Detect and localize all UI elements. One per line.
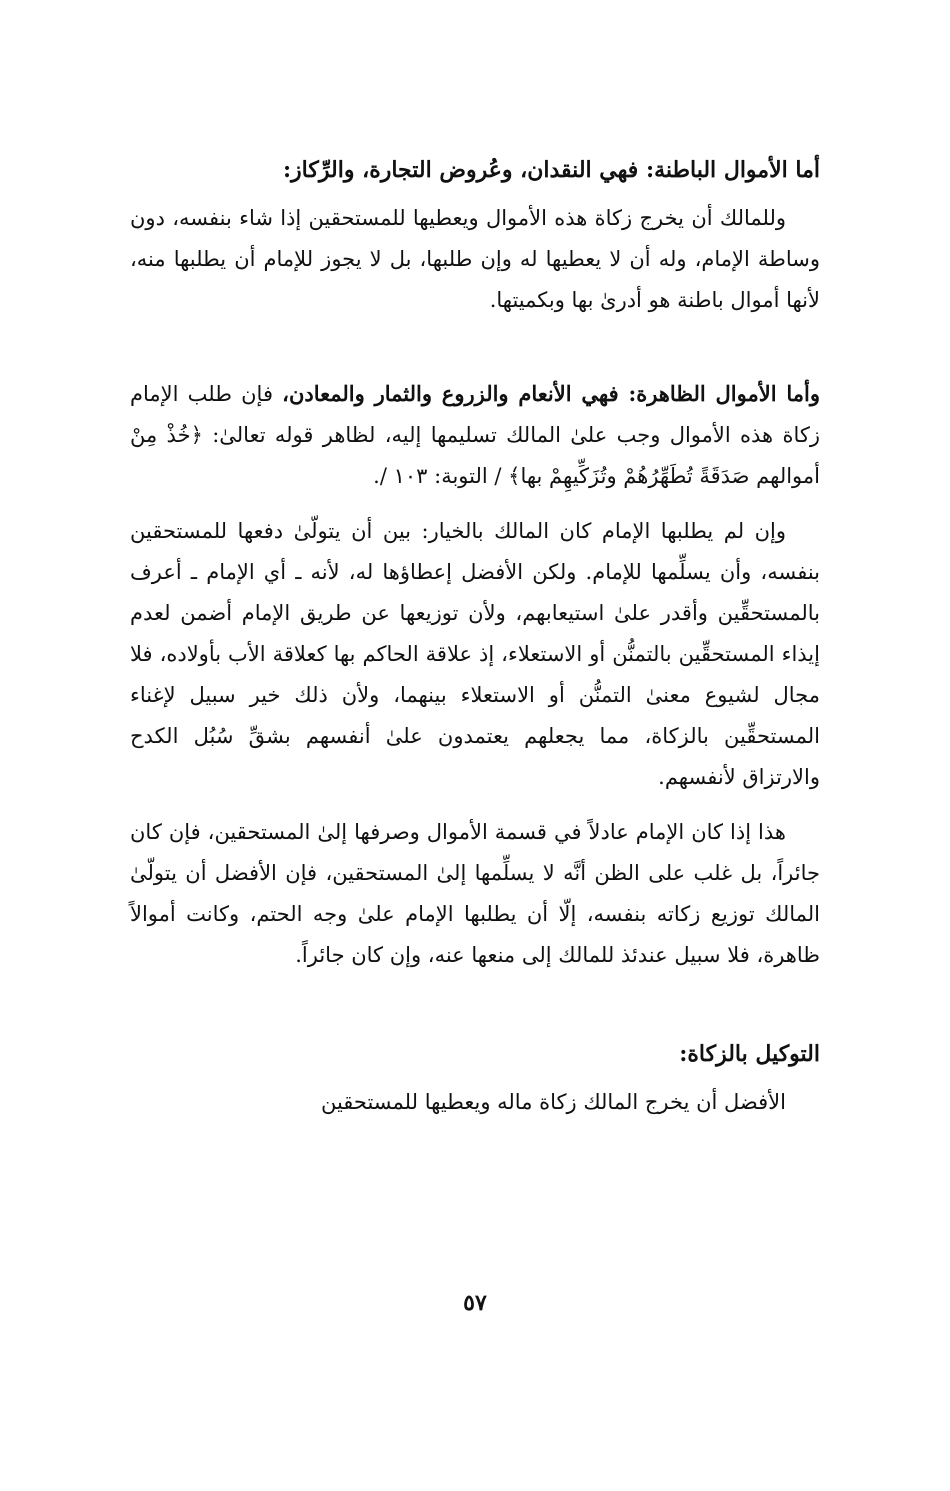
- paragraph-zahira-unjust-imam: هذا إذا كان الإمام عادلاً في قسمة الأموال وصرفها إلىٰ المستحقين، فإن كان جائراً، بل غلب على الظن أنَّه لا يسلِّمها إلىٰ المستحقين، فإن الأفضل أن يتولّىٰ المالك توزيع زكاته بنفسه، إلّا أن يطلبها الإمام علىٰ وجه الحتم، وكانت أموالاً ظاهرة، فلا سبيل عندئذ للمالك إلى منعها عنه، وإن كان جائراً.: [130, 820, 820, 967]
- paragraph-zahira-choice: وإن لم يطلبها الإمام كان المالك بالخيار: بين أن يتولّىٰ دفعها للمستحقين بنفسه، وأن يسلِّمها للإمام. ولكن الأفضل إعطاؤها له، لأنه ـ أي الإمام ـ أعرف بالمستحقِّين وأقدر علىٰ استيعابهم، ولأن توزيعها عن طريق الإمام أضمن لعدم إيذاء المستحقِّين بالتمنُّن أو الاستعلاء، إذ علاقة الحاكم بها كعلاقة الأب بأولاده، فلا مجال لشيوع معنىٰ التمنُّن أو الاستعلاء بينهما، ولأن ذلك خير سبيل لإغناء المستحقِّين بالزكاة، مما يجعلهم يعتمدون علىٰ أنفسهم بشقِّ سُبُل الكدح والارتزاق لأنفسهم.: [130, 519, 820, 789]
- document-page: [130, 150, 820, 1450]
- spacer: [130, 497, 820, 511]
- spacer: [130, 321, 820, 373]
- spacer: [130, 976, 820, 1034]
- section-heading-tawkil: التوكيل بالزكاة:: [679, 1041, 820, 1067]
- section-heading-zahira: وأما الأموال الظاهرة: فهي الأنعام والزروع والثمار والمعادن،: [282, 381, 820, 406]
- section-heading-batina: أما الأموال الباطنة: فهي النقدان، وعُروض التجارة، والرِّكاز:: [282, 157, 820, 183]
- spacer: [130, 190, 820, 198]
- paragraph-tawkil: الأفضل أن يخرج المالك زكاة ماله ويعطيها للمستحقين: [320, 1090, 786, 1114]
- paragraph-zahira-intro: [130, 373, 820, 497]
- paragraph-zahira-text: فإن طلب الإمام زكاة هذه الأموال وجب علىٰ المالك تسليمها إليه، لظاهر قوله تعالىٰ: ﴿خُذْ مِنْ أموالهم صَدَقَةً تُطَهِّرُهُمْ وتُزَكِّيهِمْ بها﴾ / التوبة: ١٠٣ /.: [130, 382, 820, 488]
- spacer: [130, 798, 820, 812]
- spacer: [130, 1074, 820, 1082]
- paragraph-batina: وللمالك أن يخرج زكاة هذه الأموال ويعطيها للمستحقين إذا شاء بنفسه، دون وساطة الإمام، وله أن لا يعطيها له وإن طلبها، بل لا يجوز للإمام أن يطلبها منه، لأنها أموال باطنة هو أدرىٰ بها وبكميتها.: [130, 206, 820, 312]
- page-number: ٥٧: [463, 1290, 487, 1316]
